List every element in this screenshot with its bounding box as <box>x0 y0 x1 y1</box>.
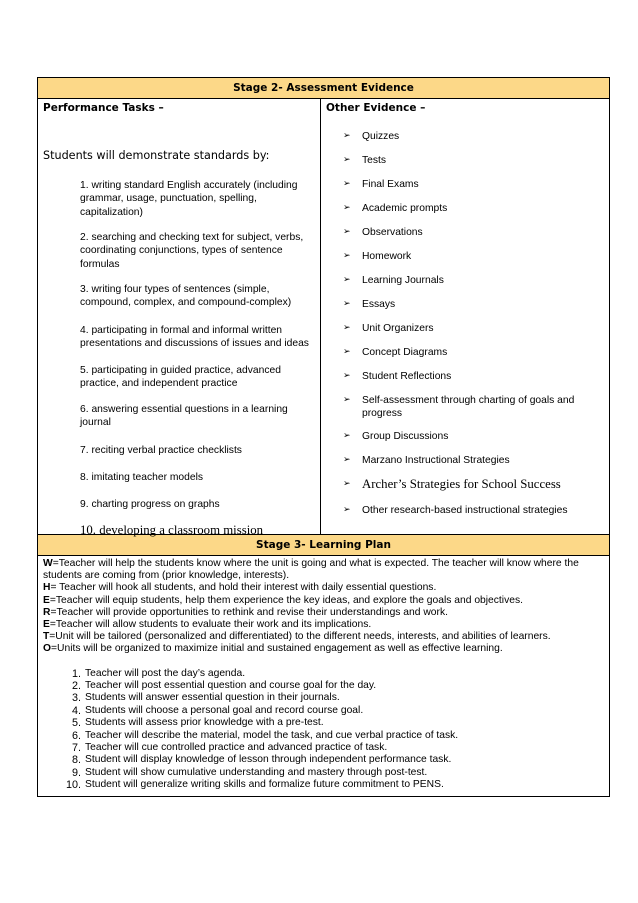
evidence-item: ➢ Group Discussions <box>343 431 449 442</box>
other-evidence-column <box>321 99 609 534</box>
evidence-item: ➢ Concept Diagrams <box>343 347 448 358</box>
plan-step: 7. Teacher will cue controlled practice and advanced practice of task. <box>71 742 388 755</box>
learning-plan-body <box>38 556 609 796</box>
arrow-bullet-icon: ➢ <box>343 251 351 261</box>
arrow-bullet-icon: ➢ <box>343 371 351 381</box>
evidence-item: ➢ Tests <box>343 155 387 166</box>
whereto-line: E=Teacher will allow students to evaluate their work and its implications. <box>43 619 372 631</box>
evidence-item: ➢ Academic prompts <box>343 203 448 214</box>
evidence-item: ➢ Final Exams <box>343 179 419 190</box>
performance-task: 5. participating in guided practice, advanced practice, and independent practice <box>80 365 281 390</box>
standards-lead: Students will demonstrate standards by: <box>43 149 270 162</box>
performance-task: 3. writing four types of sentences (simple, compound, complex, and compound-complex) <box>80 284 292 309</box>
evidence-item: ➢ Unit Organizers <box>343 323 434 334</box>
performance-tasks-column <box>38 99 321 537</box>
arrow-bullet-icon: ➢ <box>343 275 351 285</box>
evidence-item: ➢ Other research-based instructional strategies <box>343 505 568 516</box>
performance-task: 1. writing standard English accurately (including grammar, usage, punctuation, spelling, capitalization) <box>80 180 298 218</box>
learning-plan-steps <box>43 668 604 792</box>
performance-task: 6. answering essential questions in a learning journal <box>80 404 288 429</box>
stage2-header: Stage 2- Assessment Evidence <box>38 78 609 99</box>
performance-tasks-title: Performance Tasks – <box>43 102 164 114</box>
arrow-bullet-icon: ➢ <box>343 323 351 333</box>
stage3-header: Stage 3- Learning Plan <box>38 535 609 556</box>
whereto-line: H= Teacher will hook all students, and hold their interest with daily essential questions. <box>43 582 437 594</box>
plan-step: 8. Student will display knowledge of lesson through independent performance task. <box>71 754 452 767</box>
evidence-item: ➢ Self-assessment through charting of goals and progress <box>343 395 575 419</box>
arrow-bullet-icon: ➢ <box>343 395 351 405</box>
evidence-item: ➢ Homework <box>343 251 412 262</box>
other-evidence-title: Other Evidence – <box>326 102 426 114</box>
whereto-line: E=Teacher will equip students, help them experience the key ideas, and explore the goals and objectives. <box>43 594 523 606</box>
performance-task: 8. imitating teacher models <box>80 472 204 483</box>
arrow-bullet-icon: ➢ <box>343 179 351 189</box>
arrow-bullet-icon: ➢ <box>343 455 351 465</box>
plan-step: 4. Students will choose a personal goal and record course goal. <box>71 704 364 717</box>
performance-task: 2. searching and checking text for subject, verbs, coordinating conjunctions, types of sentence formulas <box>80 232 304 270</box>
evidence-item: ➢ Marzano Instructional Strategies <box>343 455 510 466</box>
arrow-bullet-icon: ➢ <box>343 227 351 237</box>
plan-step: 2. Teacher will post essential question and course goal for the day. <box>71 680 377 693</box>
plan-step: 10. Student will generalize writing skills and formalize future commitment to PENS. <box>65 779 444 792</box>
evidence-item: ➢ Quizzes <box>343 131 400 142</box>
plan-step: 6. Teacher will describe the material, model the task, and cue verbal practice of task. <box>71 729 459 742</box>
arrow-bullet-icon: ➢ <box>343 347 351 357</box>
arrow-bullet-icon: ➢ <box>343 479 351 489</box>
arrow-bullet-icon: ➢ <box>343 155 351 165</box>
plan-step: 9. Student will show cumulative understanding and mastery through post-test. <box>71 766 428 779</box>
stage2-body <box>38 99 609 535</box>
whereto-line: O=Units will be organized to maximize initial and sustained engagement as well as effective learning. <box>43 643 503 655</box>
plan-step: 5. Students will assess prior knowledge with a pre-test. <box>71 717 324 730</box>
evidence-item: ➢ Student Reflections <box>343 371 452 382</box>
whereto-line: R=Teacher will provide opportunities to rethink and revise their understandings and work. <box>43 606 448 618</box>
whereto-list <box>43 558 604 656</box>
plan-step: 3. Students will answer essential question in their journals. <box>71 692 340 705</box>
whereto-line: W=Teacher will help the students know where the unit is going and what is expected. The teacher will know where the students are coming from (prior knowledge, interests). <box>43 558 579 582</box>
arrow-bullet-icon: ➢ <box>343 131 351 141</box>
arrow-bullet-icon: ➢ <box>343 431 351 441</box>
performance-task: 9. charting progress on graphs <box>80 499 220 510</box>
evidence-item: ➢ Archer’s Strategies for School Success <box>343 477 561 491</box>
arrow-bullet-icon: ➢ <box>343 299 351 309</box>
plan-step: 1. Teacher will post the day’s agenda. <box>71 667 246 680</box>
performance-task: 10. developing a classroom mission <box>80 523 264 537</box>
whereto-line: T=Unit will be tailored (personalized and differentiated) to the different needs, interests, and abilities of learners. <box>43 631 551 643</box>
performance-task: 7. reciting verbal practice checklists <box>80 445 242 456</box>
evidence-item: ➢ Observations <box>343 227 423 238</box>
performance-task: 4. participating in formal and informal written presentations and discussions of issues and ideas <box>80 325 309 350</box>
arrow-bullet-icon: ➢ <box>343 505 351 515</box>
evidence-item: ➢ Learning Journals <box>343 275 444 286</box>
evidence-item: ➢ Essays <box>343 299 396 310</box>
lesson-plan-table <box>37 77 610 797</box>
arrow-bullet-icon: ➢ <box>343 203 351 213</box>
